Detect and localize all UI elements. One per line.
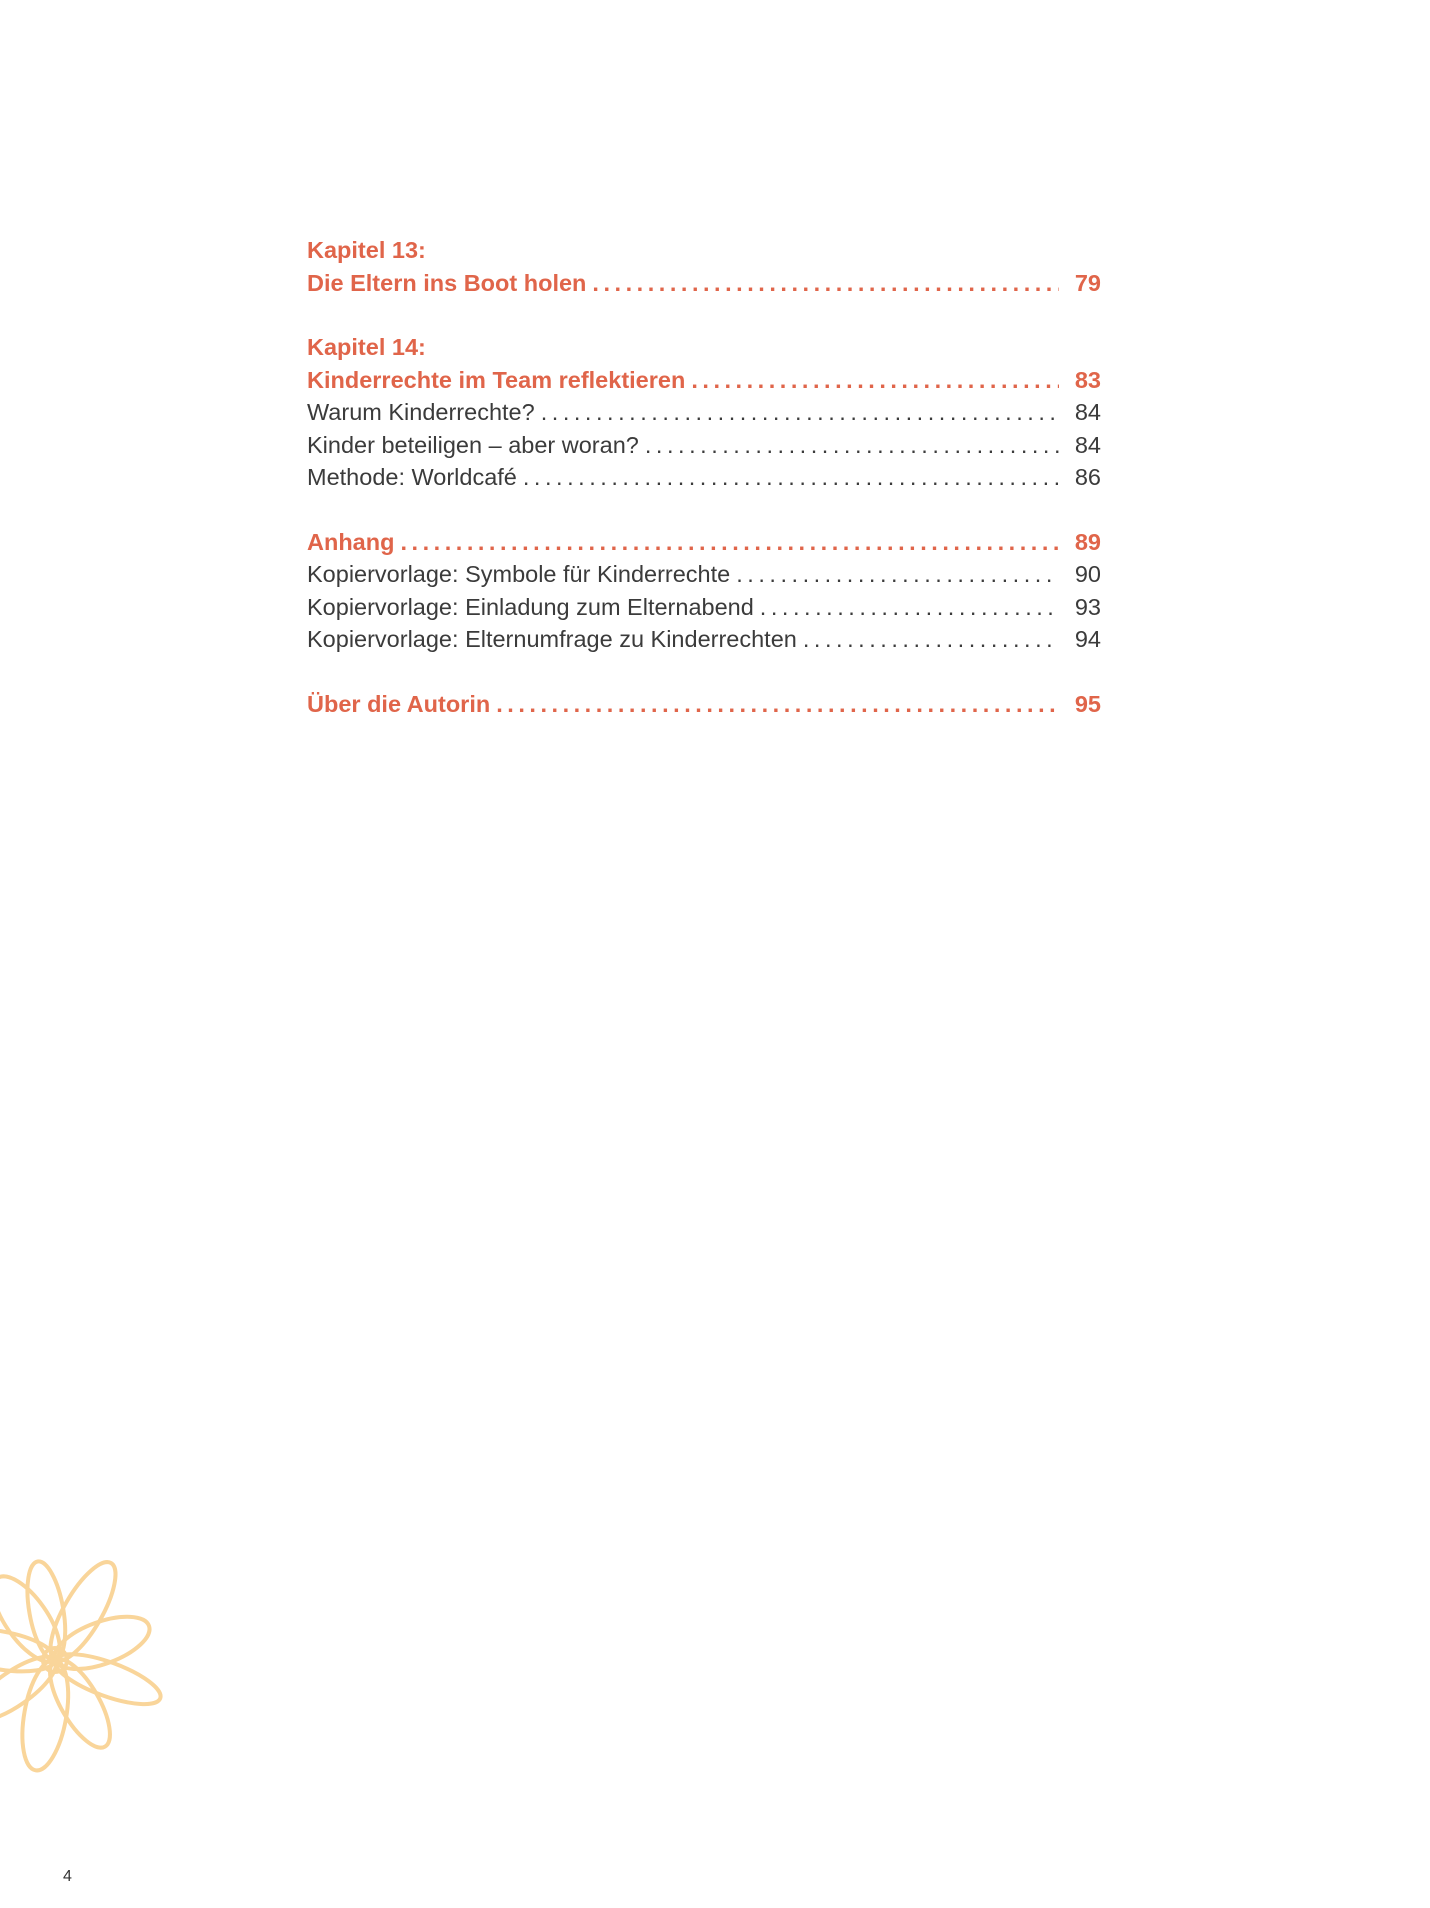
toc-entry-page: 84 (1074, 399, 1101, 425)
toc-entry-symbole[interactable] (307, 558, 1101, 591)
toc-entry-warum-kinderrechte[interactable] (307, 396, 1101, 429)
toc-entry-title: Über die Autorin (307, 690, 491, 717)
toc-entry-title: Methode: Worldcafé (307, 464, 517, 490)
toc-entry-page: 89 (1074, 528, 1101, 555)
dot-leader (592, 267, 1059, 300)
toc-entry-methode-worldcafe[interactable] (307, 461, 1101, 494)
toc-group-author (307, 688, 1101, 721)
toc-entry-ueber-die-autorin[interactable] (307, 688, 1101, 721)
toc-entry-elternumfrage[interactable] (307, 623, 1101, 656)
toc-entry-page: 95 (1074, 690, 1101, 717)
dot-leader (803, 623, 1059, 656)
toc-entry-page: 84 (1074, 431, 1101, 458)
toc-entry-title: Kopiervorlage: Symbole für Kinderrechte (307, 561, 731, 587)
daisy-flower-icon (0, 1530, 170, 1790)
dot-leader (645, 429, 1059, 462)
toc-entry-chapter-14[interactable] (307, 364, 1101, 397)
toc-entry-title: Kopiervorlage: Einladung zum Elternabend (307, 593, 754, 620)
dot-leader (760, 591, 1059, 624)
toc-entry-title: Kinder beteiligen – aber woran? (307, 431, 639, 458)
flower-petal (15, 1656, 76, 1774)
table-of-contents (307, 234, 1101, 752)
toc-group-chapter-13 (307, 234, 1101, 299)
toc-entry-page: 90 (1074, 561, 1101, 587)
dot-leader (400, 526, 1059, 559)
toc-entry-page: 79 (1074, 269, 1101, 296)
dot-leader (496, 688, 1059, 721)
toc-entry-page: 86 (1074, 464, 1101, 490)
toc-entry-page: 93 (1074, 593, 1101, 620)
dot-leader (736, 558, 1059, 591)
toc-entry-title: Kopiervorlage: Elternumfrage zu Kinderrechten (307, 626, 797, 652)
toc-group-chapter-14 (307, 331, 1101, 494)
page-number: 4 (63, 1868, 72, 1885)
toc-entry-kinder-beteiligen[interactable] (307, 429, 1101, 462)
chapter-13-label: Kapitel 13: (307, 237, 426, 263)
chapter-14-label: Kapitel 14: (307, 334, 426, 360)
toc-entry-einladung[interactable] (307, 591, 1101, 624)
toc-entry-title: Warum Kinderrechte? (307, 399, 535, 425)
dot-leader (523, 461, 1059, 494)
toc-entry-title: Kinderrechte im Team reflektieren (307, 366, 686, 393)
toc-group-appendix (307, 526, 1101, 656)
dot-leader (691, 364, 1059, 397)
toc-entry-page: 83 (1074, 366, 1101, 393)
dot-leader (541, 396, 1059, 429)
toc-entry-chapter-13[interactable] (307, 267, 1101, 300)
toc-entry-page: 94 (1074, 626, 1101, 652)
toc-entry-title: Anhang (307, 528, 395, 555)
toc-entry-anhang[interactable] (307, 526, 1101, 559)
toc-entry-title: Die Eltern ins Boot holen (307, 269, 587, 296)
